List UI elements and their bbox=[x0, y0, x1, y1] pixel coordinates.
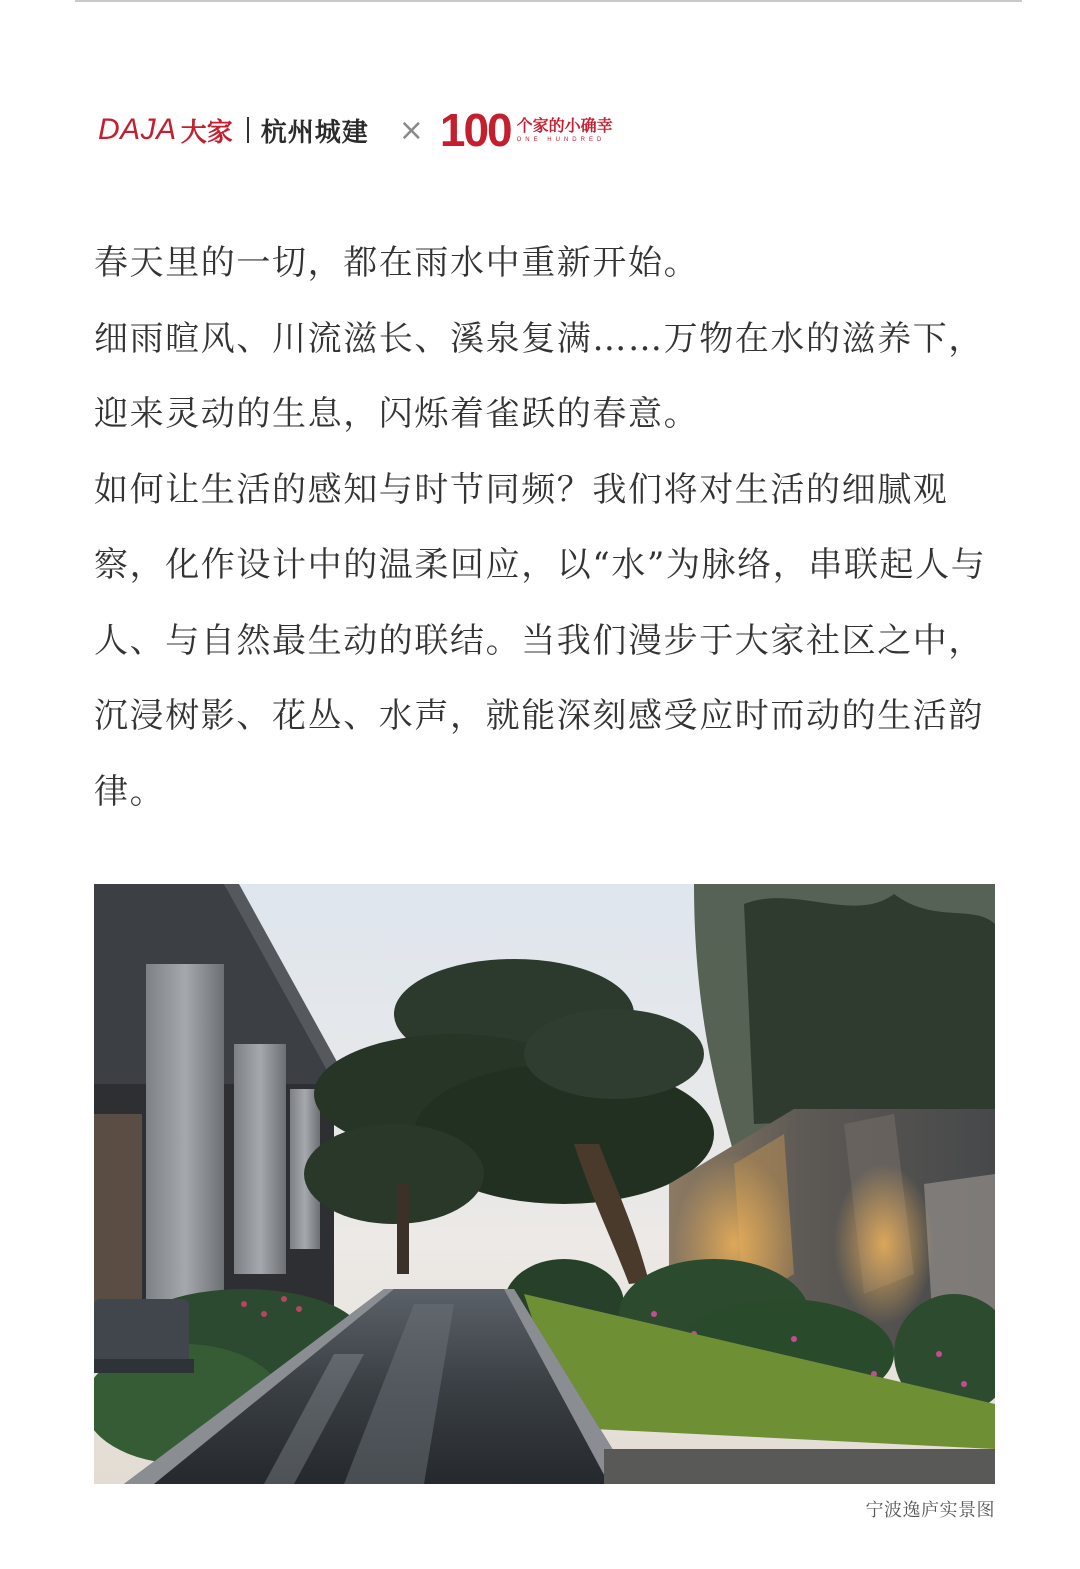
garden-photo bbox=[94, 884, 995, 1484]
daja-logo: DAJA bbox=[98, 113, 177, 146]
article-paragraph: 如何让生活的感知与时节同频？我们将对生活的细腻观察，化作设计中的温柔回应，以“水”为脉络，串联起人与人、与自然最生动的联结。当我们漫步于大家社区之中，沉浸树影、花丛、水声，就能深刻感受应时而动的生活韵律。 bbox=[94, 469, 987, 812]
hundred-logo-number: 100 bbox=[439, 104, 511, 156]
article-paragraph: 细雨暄风、川流滋长、溪泉复满……万物在水的滋养下，迎来灵动的生息，闪烁着雀跃的春意。 bbox=[94, 318, 984, 434]
top-divider bbox=[75, 0, 1022, 2]
daja-chinese-name: 大家 bbox=[180, 117, 233, 148]
article-paragraph: 春天里的一切，都在雨水中重新开始。 bbox=[94, 243, 700, 283]
hundred-logo-subtext: ONE HUNDRED bbox=[516, 137, 606, 143]
brand-header bbox=[98, 104, 613, 156]
hundred-logo-slogan: 个家的小确幸 bbox=[516, 116, 613, 135]
brand-divider bbox=[247, 117, 249, 143]
collaboration-x-icon: × bbox=[398, 112, 424, 148]
article-body bbox=[94, 226, 994, 830]
hundred-logo bbox=[439, 104, 613, 156]
partner-name: 杭州城建 bbox=[260, 117, 369, 148]
photo-caption: 宁波逸庐实景图 bbox=[865, 1500, 995, 1521]
